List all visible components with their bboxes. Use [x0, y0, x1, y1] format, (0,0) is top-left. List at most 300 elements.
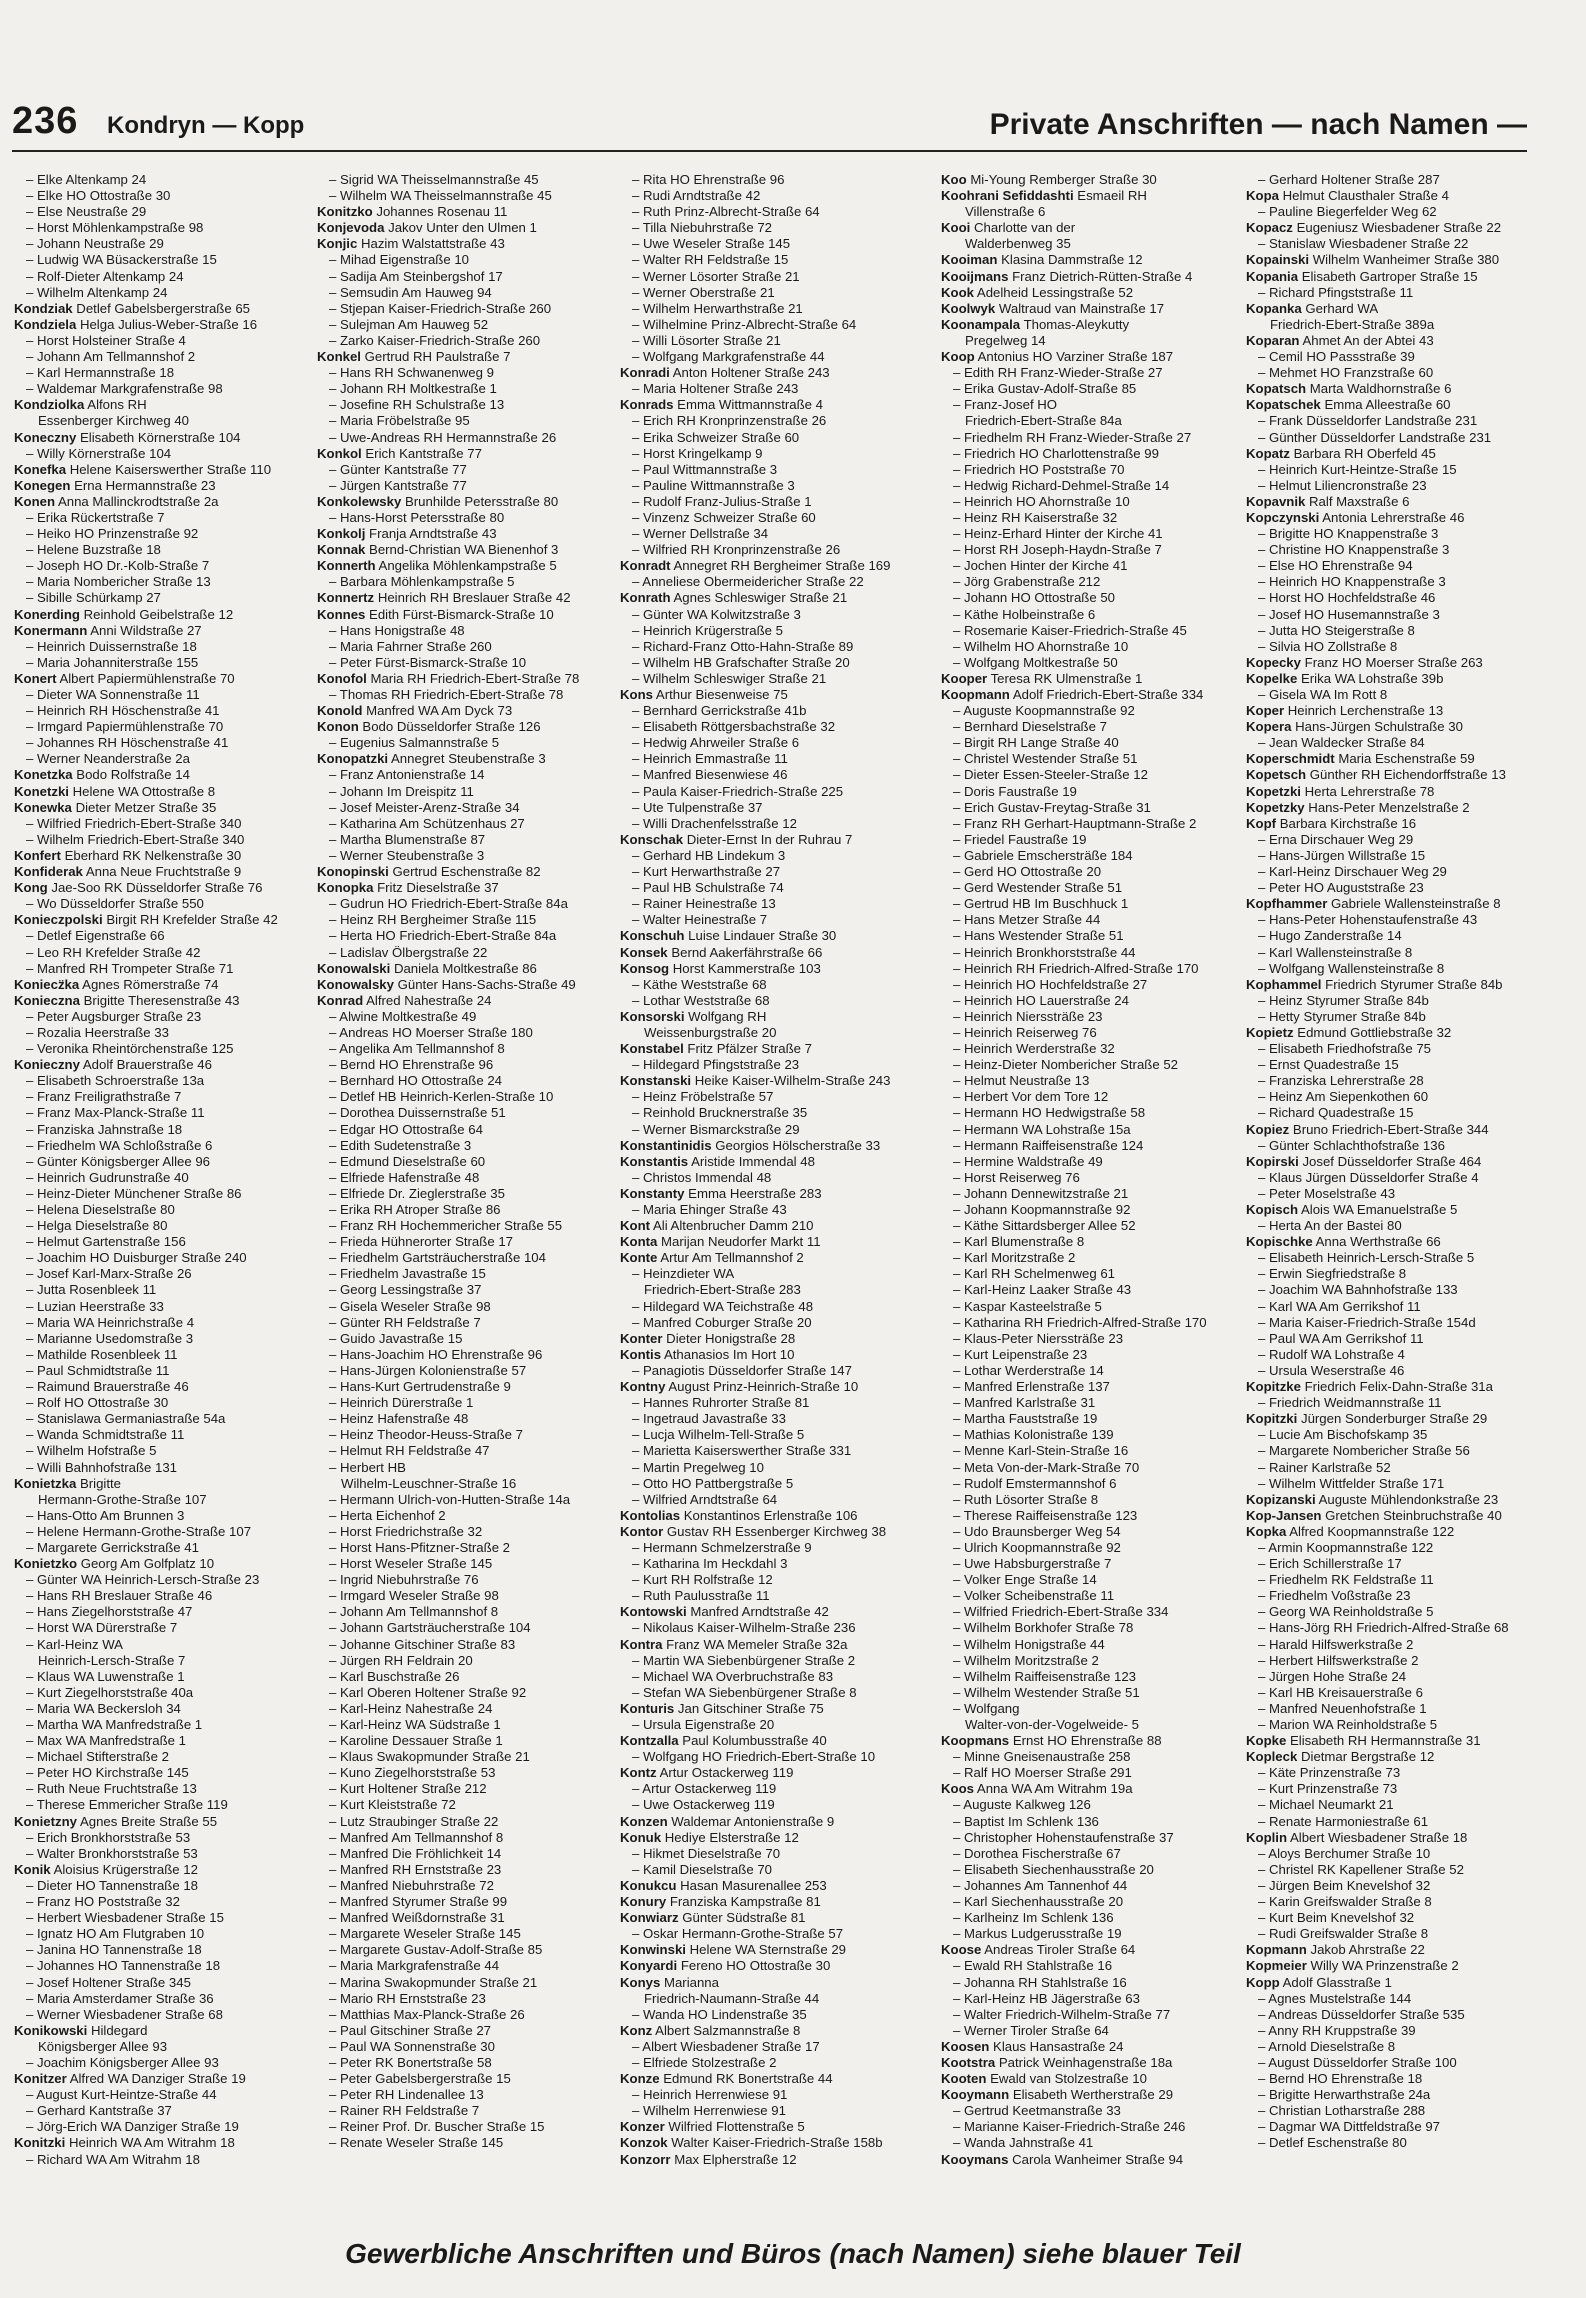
- entry-text: Heinrich RH Höschenstraße 41: [37, 703, 220, 719]
- surname: Kondziak: [14, 300, 73, 316]
- entry-text: Dagmar WA Dittfeldstraße 97: [1269, 2119, 1441, 2135]
- directory-entry: [1246, 1830, 1541, 1846]
- surname: Konfiderak: [14, 864, 83, 880]
- surname: Konietzny: [14, 1813, 78, 1829]
- entry-text: Gertrud RH Paulstraße 7: [364, 349, 511, 365]
- directory-entry: [1246, 1138, 1541, 1154]
- entry-text: Edith Sudetenstraße 3: [340, 1137, 472, 1153]
- entry-text: Hildegard Pfingststraße 23: [643, 1057, 800, 1073]
- directory-entry: [941, 1765, 1236, 1781]
- entry-text: Albert Wiesbadener Straße 17: [642, 2038, 820, 2054]
- entry-text: Marta Waldhornstraße 6: [1309, 381, 1452, 397]
- entry-text: Peter Moselstraße 43: [1269, 1185, 1396, 1201]
- entry-text: Birgit RH Lange Straße 40: [964, 735, 1119, 751]
- directory-entry: [1246, 1009, 1541, 1025]
- directory-entry: [317, 912, 612, 928]
- directory-entry: [941, 1089, 1236, 1105]
- entry-text: Dieter-Ernst In der Ruhrau 7: [686, 831, 853, 847]
- directory-entry: [14, 1604, 309, 1620]
- directory-entry: [941, 1862, 1236, 1878]
- entry-text: Elfriede Hafenstraße 48: [340, 1169, 480, 1185]
- directory-entry: [14, 2135, 309, 2151]
- entry-text: Wanda HO Lindenstraße 35: [643, 2006, 807, 2022]
- entry-text: Carola Wanheimer Straße 94: [1012, 2151, 1184, 2167]
- entry-text: Johanna RH Stahlstraße 16: [964, 1974, 1127, 1990]
- surname: Kopacz: [1246, 220, 1293, 236]
- entry-text: Bodo Düsseldorfer Straße 126: [362, 719, 541, 735]
- directory-entry: [620, 446, 915, 462]
- entry-text: Walter Heinestraße 7: [643, 912, 768, 928]
- directory-entry: [620, 590, 915, 606]
- entry-text: Walter-von-der-Vogelweide- 5: [965, 1717, 1139, 1732]
- directory-entry: [317, 1572, 612, 1588]
- surname: Koolwyk: [941, 300, 996, 316]
- entry-text: Rudi Greifswalder Straße 8: [1269, 1926, 1429, 1942]
- directory-entry: [941, 526, 1236, 542]
- directory-entry: [941, 1669, 1236, 1685]
- directory-entry: [1246, 285, 1541, 301]
- entry-text: Friedrich-Naumann-Straße 44: [644, 1990, 820, 2006]
- directory-entry: [941, 590, 1236, 606]
- entry-text: Heinz-Erhard Hinter der Kirche 41: [964, 526, 1163, 542]
- directory-entry: [1246, 800, 1541, 816]
- entry-text: Walter Bronkhorststraße 53: [37, 1845, 198, 1861]
- directory-entry: [317, 687, 612, 703]
- entry-text: Lothar Weststraße 68: [643, 992, 770, 1008]
- directory-entry: [317, 526, 612, 542]
- directory-entry: [941, 317, 1236, 333]
- directory-entry: [941, 1363, 1236, 1379]
- entry-text: Heiko HO Prinzenstraße 92: [37, 526, 199, 542]
- entry-text: Josef Meister-Arenz-Straße 34: [340, 799, 520, 815]
- directory-entry: [1246, 172, 1541, 188]
- directory-entry: [317, 172, 612, 188]
- entry-text: Heinz RH Kaiserstraße 32: [964, 509, 1118, 525]
- surname: Konewka: [14, 799, 72, 815]
- directory-entry: [620, 2055, 915, 2071]
- directory-entry: [620, 1299, 915, 1315]
- directory-entry: [317, 2135, 612, 2151]
- surname: Konradi: [620, 365, 670, 381]
- entry-text: Teresa RK Ulmenstraße 1: [990, 670, 1143, 686]
- directory-entry: [1246, 1379, 1541, 1395]
- entry-text: Alfred Koopmannstraße 122: [1289, 1523, 1455, 1539]
- entry-text: Katharina Am Schützenhaus 27: [340, 815, 525, 831]
- entry-text: Irmgard Papiermühlenstraße 70: [37, 719, 224, 735]
- directory-entry: [1246, 1604, 1541, 1620]
- entry-text: Else Neustraße 29: [37, 204, 147, 220]
- directory-entry: [14, 639, 309, 655]
- directory-entry: [14, 961, 309, 977]
- directory-entry: [14, 607, 309, 623]
- directory-entry: [317, 1508, 612, 1524]
- directory-entry: [941, 1347, 1236, 1363]
- directory-entry: [1246, 993, 1541, 1009]
- entry-text: Hans Metzer Straße 44: [964, 912, 1101, 928]
- entry-text: Kamil Dieselstraße 70: [643, 1861, 772, 1877]
- entry-text: Elke Altenkamp 24: [37, 172, 147, 187]
- directory-entry: [941, 494, 1236, 510]
- directory-entry: [941, 655, 1236, 671]
- surname: Konzer: [620, 2119, 665, 2135]
- directory-entry: [317, 928, 612, 944]
- directory-entry: [620, 623, 915, 639]
- entry-text: Paul Wittmannstraße 3: [643, 461, 778, 477]
- entry-text: Manfred Neuenhofstraße 1: [1269, 1700, 1427, 1716]
- entry-text: Manfred WA Am Dyck 73: [366, 703, 513, 719]
- directory-entry: [941, 2071, 1236, 2087]
- surname: Konerding: [14, 606, 80, 622]
- directory-entry: [620, 1347, 915, 1363]
- entry-text: Karl Wallensteinstraße 8: [1269, 944, 1413, 960]
- entry-text: Dieter Metzer Straße 35: [75, 799, 217, 815]
- entry-text: Armin Koopmannstraße 122: [1268, 1539, 1434, 1555]
- directory-entry: [1246, 558, 1541, 574]
- entry-text: Helmut RH Feldstraße 47: [340, 1443, 490, 1459]
- directory-entry: [14, 1991, 309, 2007]
- entry-text: Anna Mallinckrodtstraße 2a: [57, 493, 219, 509]
- directory-entry: [941, 1685, 1236, 1701]
- directory-entry: [1246, 317, 1541, 333]
- surname: Konsog: [620, 960, 670, 976]
- entry-text: Margarete Gerrickstraße 41: [37, 1539, 199, 1555]
- entry-text: Artur Ostackerweg 119: [659, 1765, 794, 1781]
- entry-text: Thomas-Aleykutty: [1023, 316, 1130, 332]
- entry-text: Paul Schmidtstraße 11: [37, 1362, 170, 1378]
- directory-entry: [14, 1797, 309, 1813]
- directory-entry: [941, 542, 1236, 558]
- surname: Konen: [14, 493, 56, 509]
- surname: Konstanski: [620, 1073, 692, 1089]
- entry-text: Gertrud Keetmanstraße 33: [964, 2103, 1121, 2119]
- directory-entry: [14, 2152, 309, 2168]
- directory-entry: [14, 269, 309, 285]
- directory-entry: [317, 1781, 612, 1797]
- entry-text: Manfred Niebuhrstraße 72: [340, 1877, 494, 1893]
- directory-entry: [14, 993, 309, 1009]
- directory-entry: [14, 236, 309, 252]
- directory-entry: [317, 1331, 612, 1347]
- entry-text: Wilhelm Altenkamp 24: [37, 284, 168, 300]
- directory-entry: [1246, 1089, 1541, 1105]
- surname: Konegen: [14, 477, 71, 493]
- directory-entry: [941, 2119, 1236, 2135]
- directory-entry: [14, 1073, 309, 1089]
- entry-text: Karlheinz Im Schlenk 136: [964, 1910, 1114, 1926]
- entry-text: Hildegard: [90, 2022, 148, 2038]
- directory-entry: [1246, 1620, 1541, 1636]
- surname: Koo: [941, 172, 967, 187]
- entry-text: Peter HO Auguststraße 23: [1269, 880, 1424, 896]
- directory-entry: [1246, 397, 1541, 413]
- entry-text: Johann RH Moltkestraße 1: [340, 381, 497, 397]
- directory-entry: [620, 542, 915, 558]
- entry-text: Klaus Hansastraße 24: [993, 2038, 1124, 2054]
- directory-entry: [14, 526, 309, 542]
- directory-entry: [317, 1250, 612, 1266]
- directory-entry: [317, 333, 612, 349]
- directory-entry: [941, 252, 1236, 268]
- entry-text: Franziska Kampstraße 81: [669, 1894, 821, 1910]
- entry-text: Barbara Möhlenkampstraße 5: [340, 574, 515, 590]
- entry-text: Rozalia Heerstraße 33: [37, 1024, 169, 1040]
- entry-text: Günter WA Kolwitzstraße 3: [643, 606, 801, 622]
- entry-text: Baptist Im Schlenk 136: [964, 1813, 1099, 1829]
- surname: Kopischke: [1246, 1234, 1313, 1250]
- entry-text: Manfred Coburger Straße 20: [643, 1314, 812, 1330]
- directory-columns: [14, 172, 1574, 2192]
- directory-entry: [14, 1540, 309, 1556]
- surname: Kopelke: [1246, 670, 1298, 686]
- entry-text: Rudolf Franz-Julius-Straße 1: [643, 493, 812, 509]
- entry-text: Horst Kammerstraße 103: [672, 960, 821, 976]
- surname: Koohrani Sefiddashti: [941, 188, 1074, 204]
- directory-entry: [941, 1717, 1236, 1733]
- surname: Kooijmans: [941, 268, 1009, 284]
- surname: Kooymans: [941, 2151, 1009, 2167]
- directory-entry: [317, 1041, 612, 1057]
- entry-text: Herbert Vor dem Tore 12: [964, 1089, 1109, 1105]
- entry-text: Barbara Kirchstraße 16: [1279, 815, 1417, 831]
- entry-text: Herbert Hilfswerkstraße 2: [1269, 1652, 1419, 1668]
- entry-text: Heinrich Werderstraße 32: [964, 1041, 1115, 1057]
- directory-entry: [941, 1604, 1236, 1620]
- surname: Kooper: [941, 670, 988, 686]
- entry-text: Auguste Kalkweg 126: [963, 1797, 1091, 1813]
- entry-text: Manfred Biesenwiese 46: [643, 767, 788, 783]
- entry-text: Karl Moritzstraße 2: [964, 1250, 1076, 1266]
- directory-entry: [1246, 381, 1541, 397]
- entry-text: Dorothea Duissernstraße 51: [340, 1105, 506, 1121]
- entry-text: Jae-Soo RK Düsseldorfer Straße 76: [51, 880, 263, 896]
- entry-text: Dieter WA Sonnenstraße 11: [37, 687, 200, 702]
- entry-text: Menne Karl-Stein-Straße 16: [964, 1443, 1129, 1459]
- entry-text: Lothar Werderstraße 14: [964, 1362, 1104, 1378]
- directory-entry: [941, 1781, 1236, 1797]
- directory-entry: [941, 220, 1236, 236]
- directory-entry: [941, 784, 1236, 800]
- directory-entry: [1246, 349, 1541, 365]
- surname: Kootstra: [941, 2054, 996, 2070]
- entry-text: Johanne Gitschiner Straße 83: [340, 1636, 516, 1652]
- entry-text: Manfred Am Tellmannshof 8: [340, 1829, 504, 1845]
- entry-text: Heinrich RH Friedrich-Alfred-Straße 170: [964, 960, 1199, 976]
- entry-text: Wilhelm Friedrich-Ebert-Straße 340: [37, 831, 245, 847]
- entry-text: Barbara RH Oberfeld 45: [1293, 445, 1436, 461]
- directory-entry: [941, 1846, 1236, 1862]
- directory-entry: [14, 1299, 309, 1315]
- entry-text: Franz RH Hochemmericher Straße 55: [340, 1218, 563, 1234]
- directory-entry: [1246, 1186, 1541, 1202]
- directory-entry: [941, 365, 1236, 381]
- entry-text: Paul Gitschiner Straße 27: [340, 2022, 491, 2038]
- entry-text: Pauline Wittmannstraße 3: [643, 477, 795, 493]
- directory-entry: [620, 1878, 915, 1894]
- entry-text: Dieter HO Tannenstraße 18: [37, 1877, 199, 1893]
- directory-entry: [941, 1218, 1236, 1234]
- directory-entry: [620, 1991, 915, 2007]
- directory-entry: [941, 1975, 1236, 1991]
- directory-entry: [14, 767, 309, 783]
- directory-entry: [14, 1765, 309, 1781]
- entry-text: Marietta Kaiserswerther Straße 331: [643, 1443, 852, 1459]
- directory-entry: [941, 446, 1236, 462]
- entry-text: Martin Pregelweg 10: [643, 1459, 764, 1475]
- entry-text: Gertrud Eschenstraße 82: [392, 864, 541, 880]
- entry-text: Maria Fahrner Straße 260: [340, 638, 492, 654]
- directory-entry: [317, 462, 612, 478]
- directory-entry: [941, 1186, 1236, 1202]
- directory-entry: [941, 1476, 1236, 1492]
- directory-entry: [317, 365, 612, 381]
- entry-text: Elfriede Dr. Zieglerstraße 35: [340, 1185, 505, 1201]
- entry-text: Maria RH Friedrich-Ebert-Straße 78: [370, 670, 580, 686]
- entry-text: Willi Lösorter Straße 21: [643, 332, 781, 348]
- directory-entry: [14, 719, 309, 735]
- directory-entry: [620, 462, 915, 478]
- entry-text: Friedrich HO Poststraße 70: [964, 461, 1125, 477]
- directory-entry: [317, 1733, 612, 1749]
- entry-text: Wanda Schmidtstraße 11: [37, 1427, 185, 1443]
- entry-text: Wilfried Friedrich-Ebert-Straße 340: [37, 815, 242, 831]
- directory-entry: [1246, 1299, 1541, 1315]
- directory-entry: [941, 961, 1236, 977]
- entry-text: Herta HO Friedrich-Ebert-Straße 84a: [340, 928, 557, 944]
- directory-entry: [620, 1025, 915, 1041]
- directory-entry: [620, 430, 915, 446]
- entry-text: Stanislawa Germaniastraße 54a: [37, 1411, 226, 1427]
- entry-text: Friedrich Weidmannstraße 11: [1269, 1395, 1442, 1411]
- directory-entry: [941, 1620, 1236, 1636]
- directory-entry: [14, 1669, 309, 1685]
- entry-text: Karl Blumenstraße 8: [964, 1234, 1085, 1250]
- directory-entry: [14, 800, 309, 816]
- entry-text: Günther Düsseldorfer Landstraße 231: [1269, 429, 1492, 445]
- entry-text: Maria Nombericher Straße 13: [37, 574, 211, 590]
- entry-text: Walter Kaiser-Friedrich-Straße 158b: [671, 2135, 883, 2151]
- entry-text: Gisela Weseler Straße 98: [340, 1298, 491, 1314]
- directory-entry: [620, 1926, 915, 1942]
- entry-text: Stanislaw Wiesbadener Straße 22: [1269, 236, 1469, 252]
- directory-entry: [620, 1492, 915, 1508]
- directory-entry: [941, 397, 1236, 413]
- directory-entry: [620, 832, 915, 848]
- directory-entry: [941, 1427, 1236, 1443]
- directory-entry: [941, 880, 1236, 896]
- surname: Konys: [620, 1974, 661, 1990]
- directory-entry: [941, 1894, 1236, 1910]
- directory-entry: [1246, 848, 1541, 864]
- entry-text: Gerd Westender Straße 51: [964, 880, 1123, 896]
- entry-text: Gustav RH Essenberger Kirchweg 38: [666, 1523, 887, 1539]
- entry-text: Aristide Immendal 48: [691, 1153, 815, 1169]
- entry-text: Edmund Gottliebstraße 32: [1297, 1024, 1452, 1040]
- directory-entry: [620, 1894, 915, 1910]
- directory-entry: [1246, 1637, 1541, 1653]
- directory-entry: [317, 1862, 612, 1878]
- entry-text: Willi Drachenfelsstraße 12: [643, 815, 797, 831]
- entry-text: Ulrich Koopmannstraße 92: [964, 1539, 1121, 1555]
- directory-entry: [1246, 204, 1541, 220]
- directory-entry: [941, 349, 1236, 365]
- directory-entry: [620, 2135, 915, 2151]
- entry-text: Jürgen Beim Knevelshof 32: [1269, 1877, 1431, 1893]
- directory-entry: [1246, 1733, 1541, 1749]
- entry-text: Maria Markgrafenstraße 44: [340, 1958, 500, 1974]
- entry-text: Heinrich Duissernstraße 18: [37, 638, 197, 654]
- entry-text: Manfred Styrumer Straße 99: [340, 1894, 508, 1910]
- directory-entry: [620, 349, 915, 365]
- entry-text: Gretchen Steinbruchstraße 40: [1325, 1507, 1502, 1523]
- entry-text: Edmund RK Bonertstraße 44: [663, 2071, 833, 2087]
- directory-entry: [941, 558, 1236, 574]
- entry-text: Kurt Ziegelhorststraße 40a: [37, 1684, 194, 1700]
- directory-entry: [14, 912, 309, 928]
- section-title: Private Anschriften — nach Namen —: [989, 108, 1527, 141]
- directory-entry: [317, 1202, 612, 1218]
- directory-entry: [620, 639, 915, 655]
- directory-entry: [941, 1588, 1236, 1604]
- entry-text: Irmgard Weseler Straße 98: [340, 1588, 499, 1604]
- entry-text: Maria Johanniterstraße 155: [37, 654, 199, 670]
- entry-text: Elisabeth Heinrich-Lersch-Straße 5: [1269, 1250, 1475, 1266]
- entry-text: Friedhelm Gartsträucherstraße 104: [340, 1250, 546, 1266]
- entry-text: Hans-Joachim HO Ehrenstraße 96: [340, 1346, 543, 1362]
- directory-entry: [620, 1749, 915, 1765]
- directory-entry: [941, 703, 1236, 719]
- directory-column-1: [14, 172, 309, 2192]
- entry-text: Wilfried RH Kronprinzenstraße 26: [643, 542, 841, 558]
- directory-entry: [1246, 252, 1541, 268]
- entry-text: Herta An der Bastei 80: [1269, 1218, 1402, 1234]
- entry-text: Franziska Lehrerstraße 28: [1269, 1073, 1424, 1089]
- directory-entry: [317, 1846, 612, 1862]
- entry-text: Werner Lösorter Straße 21: [643, 268, 800, 284]
- entry-text: Adolf Brauerstraße 46: [82, 1057, 212, 1073]
- directory-entry: [1246, 446, 1541, 462]
- entry-text: Brigitte: [79, 1475, 122, 1491]
- directory-entry: [620, 1685, 915, 1701]
- directory-entry: [1246, 607, 1541, 623]
- entry-text: Manfred Die Fröhlichkeit 14: [340, 1845, 502, 1861]
- directory-entry: [317, 1492, 612, 1508]
- entry-text: Ute Tulpenstraße 37: [643, 799, 763, 815]
- entry-text: Walter RH Feldstraße 15: [643, 252, 789, 268]
- entry-text: Athanasios Im Hort 10: [663, 1346, 795, 1362]
- directory-entry: [14, 816, 309, 832]
- directory-entry: [317, 1540, 612, 1556]
- directory-entry: [620, 1411, 915, 1427]
- directory-entry: [317, 2007, 612, 2023]
- entry-text: Heinrich Krügerstraße 5: [643, 622, 783, 638]
- entry-text: Heinzdieter WA: [643, 1266, 735, 1282]
- entry-text: Ewald van Stolzestraße 10: [990, 2071, 1147, 2087]
- entry-text: Ignatz HO Am Flutgraben 10: [37, 1926, 205, 1942]
- surname: Konrads: [620, 397, 674, 413]
- directory-column-2: [317, 172, 612, 2192]
- directory-entry: [941, 574, 1236, 590]
- entry-text: Karl Hermannstraße 18: [37, 365, 175, 381]
- directory-entry: [317, 413, 612, 429]
- directory-entry: [1246, 542, 1541, 558]
- directory-entry: [14, 462, 309, 478]
- directory-entry: [14, 655, 309, 671]
- entry-text: Helene WA Ottostraße 8: [72, 783, 216, 799]
- surname: Konsek: [620, 944, 668, 960]
- entry-text: Hans-Peter Hohenstaufenstraße 43: [1269, 912, 1478, 928]
- directory-entry: [941, 1830, 1236, 1846]
- entry-text: Friedhelm Javastraße 15: [340, 1266, 486, 1282]
